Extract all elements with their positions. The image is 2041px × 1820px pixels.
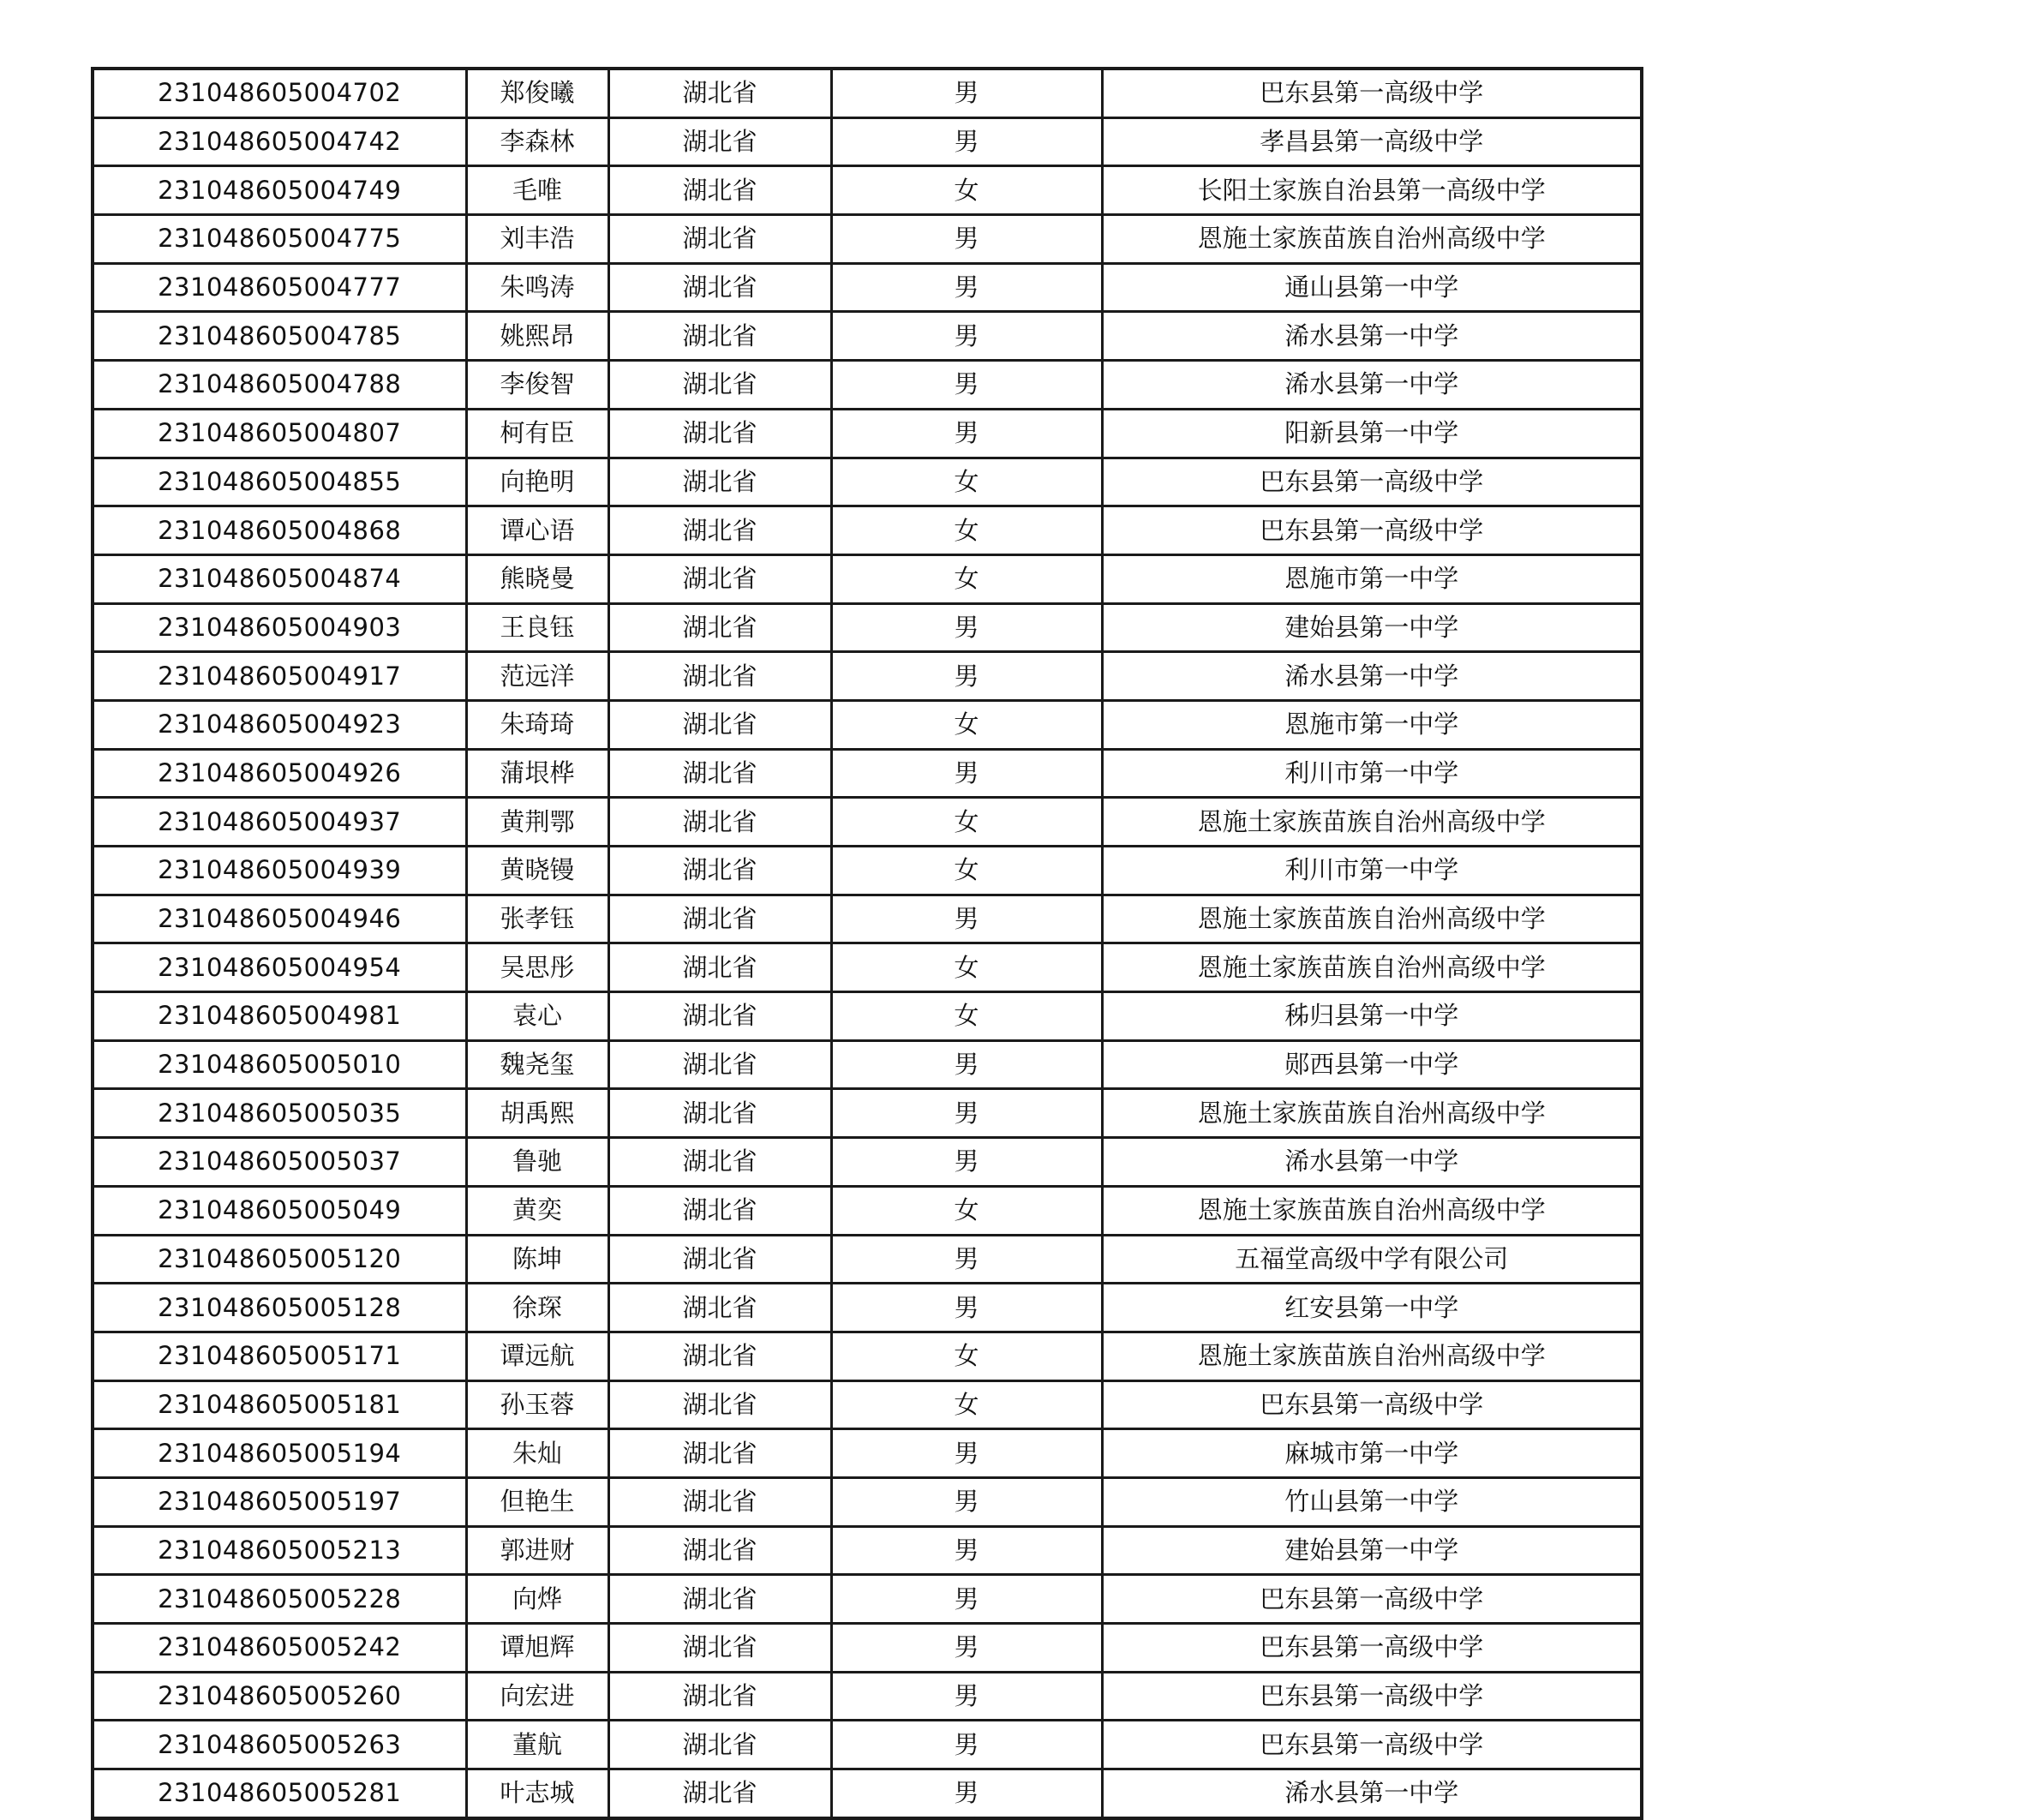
table-row [93, 847, 1642, 895]
candidate-id-cell: 231048605005194 [93, 1429, 466, 1478]
candidate-id-cell: 231048605005049 [93, 1186, 466, 1235]
table-row [93, 1769, 1642, 1818]
table-row [93, 409, 1642, 458]
candidate-id-cell: 231048605004939 [93, 847, 466, 895]
table-row [93, 1040, 1642, 1089]
student-name-cell: 蒲垠桦 [466, 749, 608, 798]
candidate-id-cell: 231048605005263 [93, 1721, 466, 1769]
gender-cell: 男 [831, 1624, 1102, 1673]
student-name-cell: 张孝钰 [466, 895, 608, 943]
gender-cell: 男 [831, 1040, 1102, 1089]
table-row [93, 1477, 1642, 1526]
gender-cell: 男 [831, 749, 1102, 798]
candidate-id-cell: 231048605004874 [93, 554, 466, 603]
gender-cell: 男 [831, 1477, 1102, 1526]
candidate-id-cell: 231048605004807 [93, 409, 466, 458]
gender-cell: 男 [831, 69, 1102, 117]
gender-cell: 女 [831, 847, 1102, 895]
student-name-cell: 吴思彤 [466, 943, 608, 992]
gender-cell: 女 [831, 1332, 1102, 1380]
student-name-cell: 柯有臣 [466, 409, 608, 458]
table-row [93, 895, 1642, 943]
school-cell: 恩施土家族苗族自治州高级中学 [1102, 1186, 1642, 1235]
candidate-id-cell: 231048605004923 [93, 700, 466, 749]
candidate-id-cell: 231048605005228 [93, 1575, 466, 1624]
table-row [93, 652, 1642, 701]
candidate-id-cell: 231048605004702 [93, 69, 466, 117]
gender-cell: 男 [831, 1429, 1102, 1478]
student-name-cell: 袁心 [466, 992, 608, 1041]
table-row [93, 69, 1642, 117]
gender-cell: 男 [831, 312, 1102, 361]
candidate-id-cell: 231048605005260 [93, 1672, 466, 1721]
school-cell: 浠水县第一中学 [1102, 1769, 1642, 1818]
province-cell: 湖北省 [608, 798, 831, 847]
school-cell: 巴东县第一高级中学 [1102, 1380, 1642, 1429]
gender-cell: 男 [831, 1721, 1102, 1769]
table-row [93, 1138, 1642, 1187]
province-cell: 湖北省 [608, 458, 831, 506]
student-name-cell: 李森林 [466, 117, 608, 166]
province-cell: 湖北省 [608, 409, 831, 458]
gender-cell: 女 [831, 554, 1102, 603]
gender-cell: 男 [831, 1089, 1102, 1138]
student-name-cell: 谭心语 [466, 506, 608, 555]
candidate-id-cell: 231048605004946 [93, 895, 466, 943]
student-name-cell: 黄奕 [466, 1186, 608, 1235]
table-row [93, 1575, 1642, 1624]
gender-cell: 女 [831, 700, 1102, 749]
gender-cell: 男 [831, 895, 1102, 943]
gender-cell: 男 [831, 1284, 1102, 1332]
school-cell: 利川市第一中学 [1102, 749, 1642, 798]
candidate-id-cell: 231048605004903 [93, 603, 466, 652]
gender-cell: 女 [831, 992, 1102, 1041]
candidate-id-cell: 231048605004855 [93, 458, 466, 506]
school-cell: 浠水县第一中学 [1102, 312, 1642, 361]
school-cell: 浠水县第一中学 [1102, 1138, 1642, 1187]
student-list-table-container [91, 67, 1640, 1820]
candidate-id-cell: 231048605004775 [93, 215, 466, 264]
table-row [93, 1235, 1642, 1284]
gender-cell: 女 [831, 943, 1102, 992]
gender-cell: 男 [831, 1526, 1102, 1575]
province-cell: 湖北省 [608, 992, 831, 1041]
gender-cell: 男 [831, 263, 1102, 312]
school-cell: 恩施土家族苗族自治州高级中学 [1102, 215, 1642, 264]
province-cell: 湖北省 [608, 1721, 831, 1769]
student-list-table [91, 67, 1643, 1820]
province-cell: 湖北省 [608, 700, 831, 749]
province-cell: 湖北省 [608, 1477, 831, 1526]
candidate-id-cell: 231048605005171 [93, 1332, 466, 1380]
gender-cell: 女 [831, 506, 1102, 555]
student-name-cell: 黄晓镘 [466, 847, 608, 895]
table-row [93, 1332, 1642, 1380]
candidate-id-cell: 231048605004917 [93, 652, 466, 701]
candidate-id-cell: 231048605005213 [93, 1526, 466, 1575]
province-cell: 湖北省 [608, 1429, 831, 1478]
school-cell: 恩施土家族苗族自治州高级中学 [1102, 895, 1642, 943]
student-name-cell: 陈坤 [466, 1235, 608, 1284]
table-row [93, 506, 1642, 555]
province-cell: 湖北省 [608, 1138, 831, 1187]
candidate-id-cell: 231048605005197 [93, 1477, 466, 1526]
school-cell: 巴东县第一高级中学 [1102, 458, 1642, 506]
province-cell: 湖北省 [608, 652, 831, 701]
student-name-cell: 谭远航 [466, 1332, 608, 1380]
province-cell: 湖北省 [608, 603, 831, 652]
student-name-cell: 但艳生 [466, 1477, 608, 1526]
table-row [93, 1624, 1642, 1673]
school-cell: 恩施土家族苗族自治州高级中学 [1102, 798, 1642, 847]
student-name-cell: 董航 [466, 1721, 608, 1769]
table-row [93, 700, 1642, 749]
gender-cell: 女 [831, 798, 1102, 847]
school-cell: 建始县第一中学 [1102, 1526, 1642, 1575]
school-cell: 巴东县第一高级中学 [1102, 506, 1642, 555]
province-cell: 湖北省 [608, 895, 831, 943]
gender-cell: 男 [831, 1672, 1102, 1721]
gender-cell: 女 [831, 1380, 1102, 1429]
candidate-id-cell: 231048605005181 [93, 1380, 466, 1429]
province-cell: 湖北省 [608, 1575, 831, 1624]
candidate-id-cell: 231048605004777 [93, 263, 466, 312]
candidate-id-cell: 231048605005128 [93, 1284, 466, 1332]
student-name-cell: 朱灿 [466, 1429, 608, 1478]
student-name-cell: 王良钰 [466, 603, 608, 652]
school-cell: 恩施土家族苗族自治州高级中学 [1102, 1332, 1642, 1380]
table-row [93, 1721, 1642, 1769]
school-cell: 恩施土家族苗族自治州高级中学 [1102, 943, 1642, 992]
school-cell: 恩施市第一中学 [1102, 700, 1642, 749]
province-cell: 湖北省 [608, 312, 831, 361]
school-cell: 巴东县第一高级中学 [1102, 1721, 1642, 1769]
province-cell: 湖北省 [608, 749, 831, 798]
candidate-id-cell: 231048605004788 [93, 361, 466, 410]
school-cell: 通山县第一中学 [1102, 263, 1642, 312]
school-cell: 红安县第一中学 [1102, 1284, 1642, 1332]
student-name-cell: 鲁驰 [466, 1138, 608, 1187]
table-row [93, 1284, 1642, 1332]
candidate-id-cell: 231048605005035 [93, 1089, 466, 1138]
student-name-cell: 熊晓曼 [466, 554, 608, 603]
student-name-cell: 谭旭辉 [466, 1624, 608, 1673]
province-cell: 湖北省 [608, 1089, 831, 1138]
province-cell: 湖北省 [608, 1235, 831, 1284]
province-cell: 湖北省 [608, 1526, 831, 1575]
table-row [93, 1429, 1642, 1478]
candidate-id-cell: 231048605005242 [93, 1624, 466, 1673]
student-name-cell: 朱琦琦 [466, 700, 608, 749]
table-row [93, 166, 1642, 215]
gender-cell: 男 [831, 652, 1102, 701]
school-cell: 竹山县第一中学 [1102, 1477, 1642, 1526]
province-cell: 湖北省 [608, 69, 831, 117]
province-cell: 湖北省 [608, 847, 831, 895]
student-name-cell: 徐琛 [466, 1284, 608, 1332]
school-cell: 浠水县第一中学 [1102, 361, 1642, 410]
table-row [93, 1672, 1642, 1721]
table-row [93, 263, 1642, 312]
province-cell: 湖北省 [608, 1040, 831, 1089]
gender-cell: 男 [831, 1575, 1102, 1624]
table-row [93, 312, 1642, 361]
gender-cell: 男 [831, 603, 1102, 652]
table-row [93, 749, 1642, 798]
school-cell: 麻城市第一中学 [1102, 1429, 1642, 1478]
student-name-cell: 范远洋 [466, 652, 608, 701]
school-cell: 阳新县第一中学 [1102, 409, 1642, 458]
gender-cell: 男 [831, 1235, 1102, 1284]
student-name-cell: 李俊智 [466, 361, 608, 410]
candidate-id-cell: 231048605004926 [93, 749, 466, 798]
table-row [93, 215, 1642, 264]
province-cell: 湖北省 [608, 215, 831, 264]
school-cell: 巴东县第一高级中学 [1102, 69, 1642, 117]
school-cell: 利川市第一中学 [1102, 847, 1642, 895]
province-cell: 湖北省 [608, 166, 831, 215]
school-cell: 郧西县第一中学 [1102, 1040, 1642, 1089]
candidate-id-cell: 231048605004868 [93, 506, 466, 555]
table-row [93, 1089, 1642, 1138]
table-row [93, 117, 1642, 166]
school-cell: 秭归县第一中学 [1102, 992, 1642, 1041]
school-cell: 长阳土家族自治县第一高级中学 [1102, 166, 1642, 215]
student-name-cell: 郭进财 [466, 1526, 608, 1575]
province-cell: 湖北省 [608, 554, 831, 603]
gender-cell: 女 [831, 1186, 1102, 1235]
candidate-id-cell: 231048605004785 [93, 312, 466, 361]
table-body [93, 69, 1642, 1818]
school-cell: 五福堂高级中学有限公司 [1102, 1235, 1642, 1284]
table-row [93, 1186, 1642, 1235]
table-row [93, 992, 1642, 1041]
student-name-cell: 向艳明 [466, 458, 608, 506]
gender-cell: 男 [831, 1769, 1102, 1818]
candidate-id-cell: 231048605004954 [93, 943, 466, 992]
province-cell: 湖北省 [608, 1672, 831, 1721]
school-cell: 巴东县第一高级中学 [1102, 1624, 1642, 1673]
table-row [93, 1380, 1642, 1429]
province-cell: 湖北省 [608, 1624, 831, 1673]
candidate-id-cell: 231048605005120 [93, 1235, 466, 1284]
candidate-id-cell: 231048605004742 [93, 117, 466, 166]
table-row [93, 603, 1642, 652]
school-cell: 恩施市第一中学 [1102, 554, 1642, 603]
gender-cell: 男 [831, 361, 1102, 410]
province-cell: 湖北省 [608, 361, 831, 410]
candidate-id-cell: 231048605004981 [93, 992, 466, 1041]
school-cell: 巴东县第一高级中学 [1102, 1575, 1642, 1624]
candidate-id-cell: 231048605004749 [93, 166, 466, 215]
student-name-cell: 魏尧玺 [466, 1040, 608, 1089]
table-row [93, 554, 1642, 603]
student-name-cell: 郑俊曦 [466, 69, 608, 117]
province-cell: 湖北省 [608, 1186, 831, 1235]
gender-cell: 女 [831, 166, 1102, 215]
table-row [93, 943, 1642, 992]
school-cell: 浠水县第一中学 [1102, 652, 1642, 701]
student-name-cell: 孙玉蓉 [466, 1380, 608, 1429]
student-name-cell: 姚熙昂 [466, 312, 608, 361]
school-cell: 恩施土家族苗族自治州高级中学 [1102, 1089, 1642, 1138]
candidate-id-cell: 231048605005281 [93, 1769, 466, 1818]
gender-cell: 男 [831, 409, 1102, 458]
gender-cell: 男 [831, 117, 1102, 166]
candidate-id-cell: 231048605004937 [93, 798, 466, 847]
student-name-cell: 胡禹熙 [466, 1089, 608, 1138]
table-row [93, 1526, 1642, 1575]
province-cell: 湖北省 [608, 117, 831, 166]
table-row [93, 361, 1642, 410]
province-cell: 湖北省 [608, 943, 831, 992]
province-cell: 湖北省 [608, 1380, 831, 1429]
province-cell: 湖北省 [608, 1769, 831, 1818]
school-cell: 巴东县第一高级中学 [1102, 1672, 1642, 1721]
school-cell: 孝昌县第一高级中学 [1102, 117, 1642, 166]
table-row [93, 458, 1642, 506]
gender-cell: 男 [831, 215, 1102, 264]
student-name-cell: 向宏进 [466, 1672, 608, 1721]
province-cell: 湖北省 [608, 506, 831, 555]
candidate-id-cell: 231048605005037 [93, 1138, 466, 1187]
student-name-cell: 朱鸣涛 [466, 263, 608, 312]
province-cell: 湖北省 [608, 1284, 831, 1332]
province-cell: 湖北省 [608, 1332, 831, 1380]
table-row [93, 798, 1642, 847]
school-cell: 建始县第一中学 [1102, 603, 1642, 652]
candidate-id-cell: 231048605005010 [93, 1040, 466, 1089]
student-name-cell: 向烨 [466, 1575, 608, 1624]
student-name-cell: 毛唯 [466, 166, 608, 215]
province-cell: 湖北省 [608, 263, 831, 312]
gender-cell: 女 [831, 458, 1102, 506]
student-name-cell: 叶志城 [466, 1769, 608, 1818]
gender-cell: 男 [831, 1138, 1102, 1187]
student-name-cell: 黄荆鄂 [466, 798, 608, 847]
student-name-cell: 刘丰浩 [466, 215, 608, 264]
